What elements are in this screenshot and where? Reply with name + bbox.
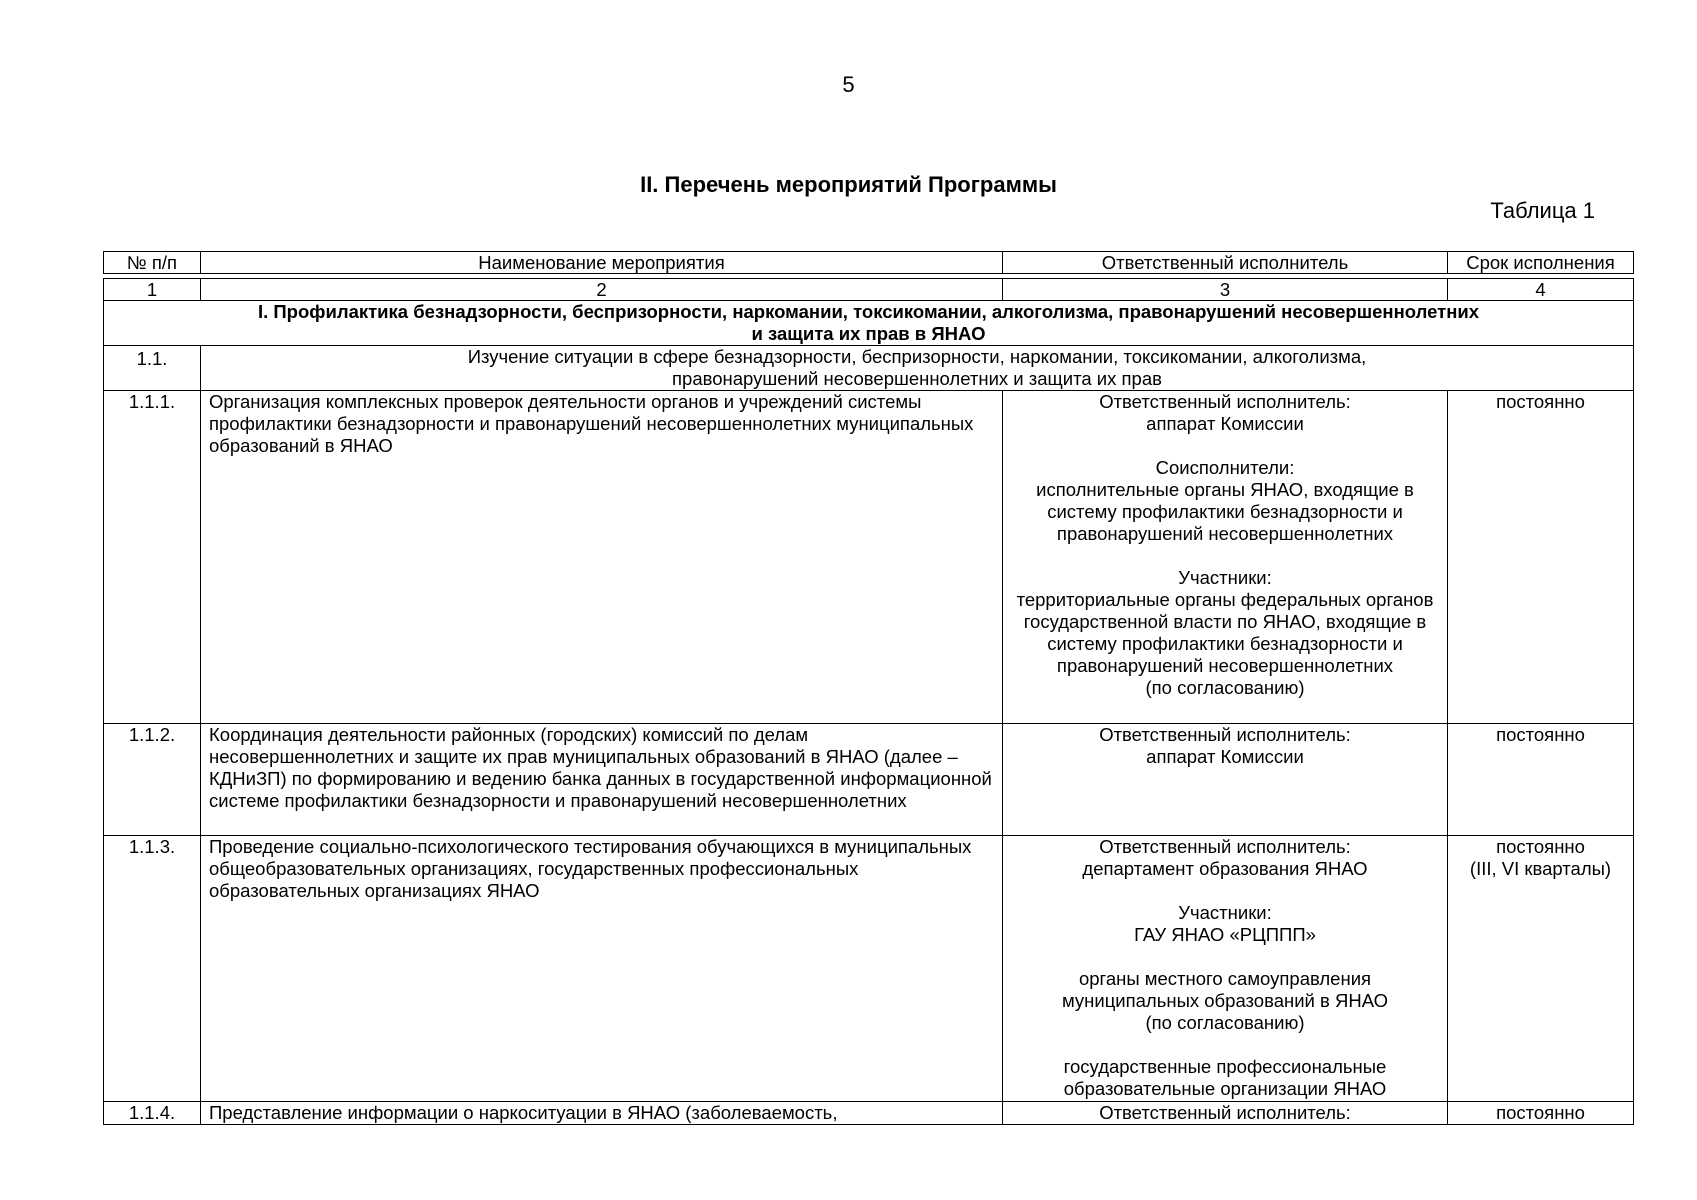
- header-cell-term: Срок исполнения: [1448, 252, 1634, 274]
- subsection-heading-line2: правонарушений несовершеннолетних и защита их прав: [672, 368, 1162, 389]
- participant-1: ГАУ ЯНАО «РЦППП»: [1134, 924, 1316, 945]
- header-cell-name: Наименование мероприятия: [201, 252, 1003, 274]
- column-number-4: 4: [1448, 279, 1634, 301]
- term-value: постоянно: [1496, 836, 1585, 857]
- subsection-number: 1.1.: [104, 346, 201, 391]
- participant-2-note: (по согласованию): [1145, 1012, 1305, 1033]
- executor-heading: Ответственный исполнитель:: [1099, 724, 1351, 745]
- table-row: [104, 1102, 1634, 1125]
- row-executor: [1003, 391, 1448, 724]
- participant-3: государственные профессиональные образовательные организации ЯНАО: [1063, 1056, 1387, 1099]
- participants-heading: Участники:: [1178, 902, 1272, 923]
- header-cell-executor: Ответственный исполнитель: [1003, 252, 1448, 274]
- executor-name: аппарат Комиссии: [1146, 746, 1304, 767]
- section-heading-line2: и защита их прав в ЯНАО: [751, 323, 986, 344]
- column-number-1: 1: [104, 279, 201, 301]
- section-row: [104, 301, 1634, 346]
- participants-note: (по согласованию): [1145, 677, 1305, 698]
- coexecutor-names: исполнительные органы ЯНАО, входящие в систему профилактики безнадзорности и правонарушений несовершеннолетних: [1036, 479, 1414, 544]
- section-heading-line1: I. Профилактика безнадзорности, беспризорности, наркомании, токсикомании, алкоголизма, правонарушений несовершеннолетних: [257, 301, 1480, 322]
- table-row: [104, 724, 1634, 836]
- row-number: 1.1.3.: [104, 836, 201, 1102]
- executor-heading: Ответственный исполнитель:: [1099, 1102, 1351, 1123]
- activities-table: [103, 278, 1634, 1125]
- subsection-heading: [201, 346, 1634, 391]
- row-executor: [1003, 1102, 1448, 1125]
- subsection-heading-line1: Изучение ситуации в сфере безнадзорности, беспризорности, наркомании, токсикомании, алкоголизма,: [467, 346, 1367, 367]
- row-number: 1.1.1.: [104, 391, 201, 724]
- participants-names: территориальные органы федеральных органов государственной власти по ЯНАО, входящие в систему профилактики безнадзорности и правонарушений несовершеннолетних: [1016, 589, 1434, 676]
- row-activity-name: Представление информации о наркоситуации в ЯНАО (заболеваемость,: [201, 1102, 1003, 1125]
- row-executor: [1003, 724, 1448, 836]
- table-label: Таблица 1: [1490, 198, 1595, 223]
- table-row: [104, 391, 1634, 724]
- column-number-3: 3: [1003, 279, 1448, 301]
- executor-heading: Ответственный исполнитель:: [1099, 836, 1351, 857]
- executor-name: департамент образования ЯНАО: [1082, 858, 1368, 879]
- row-term: постоянно: [1448, 391, 1634, 724]
- row-executor: [1003, 836, 1448, 1102]
- column-number-2: 2: [201, 279, 1003, 301]
- participant-2: органы местного самоуправления муниципальных образований в ЯНАО: [1061, 968, 1389, 1011]
- row-number: 1.1.2.: [104, 724, 201, 836]
- section-title: II. Перечень мероприятий Программы: [640, 172, 1057, 197]
- table-header: [103, 251, 1634, 274]
- header-cell-number: № п/п: [104, 252, 201, 274]
- section-heading: [104, 301, 1634, 346]
- row-term: постоянно: [1448, 724, 1634, 836]
- term-note: (III, VI кварталы): [1469, 858, 1612, 879]
- row-term: постоянно: [1448, 1102, 1634, 1125]
- row-number: 1.1.4.: [104, 1102, 201, 1125]
- column-numbers-row: [104, 279, 1634, 301]
- row-activity-name: Проведение социально-психологического тестирования обучающихся в муниципальных общеобразовательных организациях, государственных профессиональных образовательных организациях ЯНАО: [201, 836, 1003, 1102]
- participants-heading: Участники:: [1178, 567, 1272, 588]
- subsection-row: [104, 346, 1634, 391]
- coexecutor-heading: Соисполнители:: [1155, 457, 1295, 478]
- row-activity-name: Координация деятельности районных (городских) комиссий по делам несовершеннолетних и защите их прав муниципальных образований в ЯНАО (далее – КДНиЗП) по формированию и ведению банка данных в государственной информационной системе профилактики безнадзорности и правонарушений несовершеннолетних: [201, 724, 1003, 836]
- header-row: [104, 252, 1634, 274]
- row-activity-name: Организация комплексных проверок деятельности органов и учреждений системы профилактики безнадзорности и правонарушений несовершеннолетних муниципальных образований в ЯНАО: [201, 391, 1003, 724]
- row-term: [1448, 836, 1634, 1102]
- page-number: 5: [842, 72, 855, 97]
- executor-name: аппарат Комиссии: [1146, 413, 1304, 434]
- executor-heading: Ответственный исполнитель:: [1099, 391, 1351, 412]
- table-row: [104, 836, 1634, 1102]
